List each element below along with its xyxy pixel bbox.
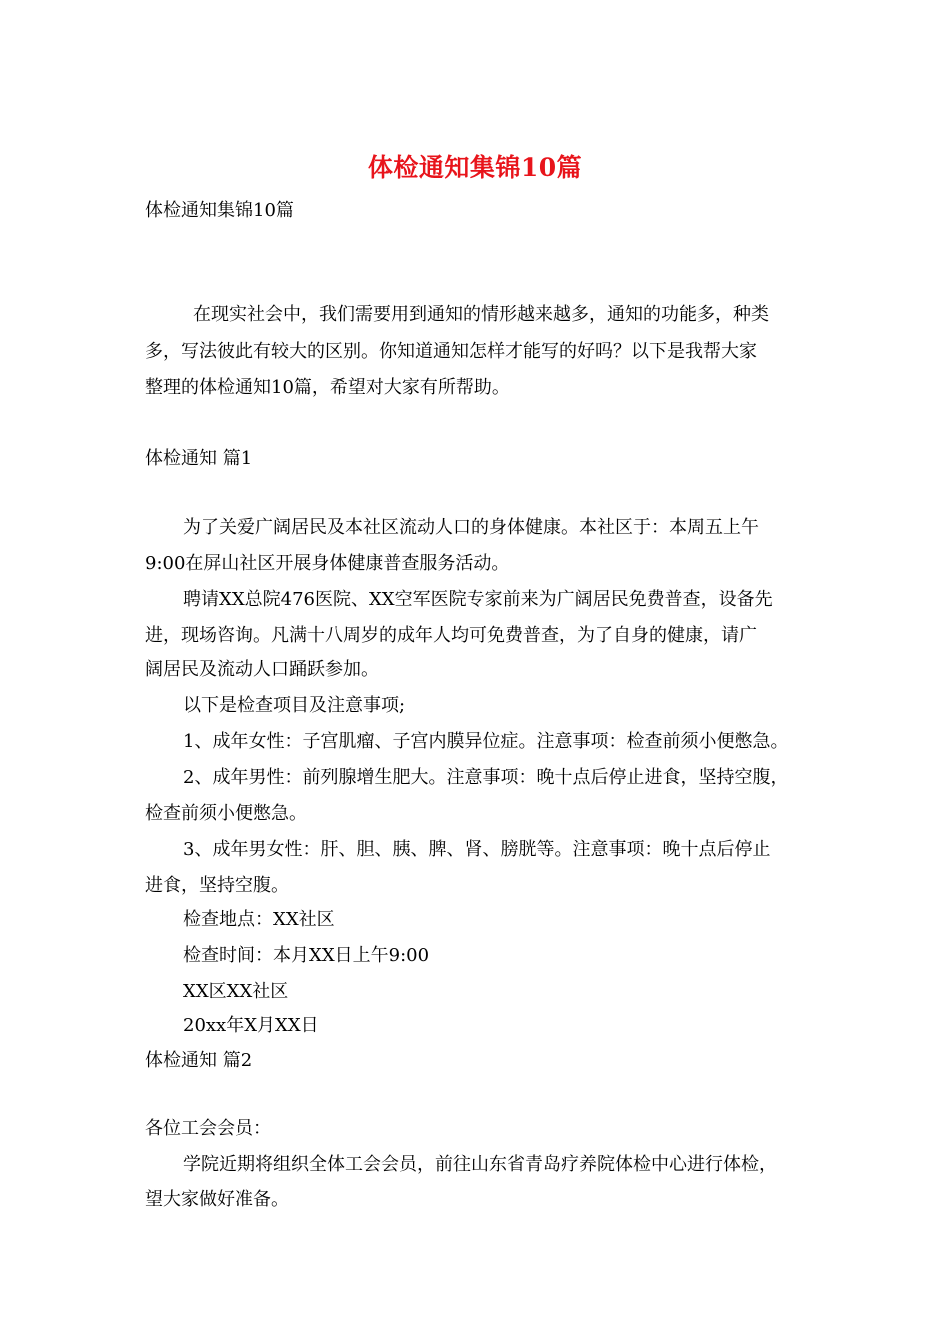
list-item: 3、成年男女性：肝、胆、胰、脾、肾、膀胱等。注意事项：晚十点后停止 xyxy=(183,839,771,860)
document-title: 体检通知集锦10篇 xyxy=(367,153,583,182)
paragraph-line: 聘请XX总院476医院、XX空军医院专家前来为广阔居民免费普查，设备先 xyxy=(183,589,773,610)
list-item: 2、成年男性：前列腺增生肥大。注意事项：晚十点后停止进食，坚持空腹， xyxy=(183,767,789,788)
paragraph-line: 学院近期将组织全体工会会员，前往山东省青岛疗养院体检中心进行体检， xyxy=(183,1154,777,1175)
paragraph-line: 进，现场咨询。凡满十八周岁的成年人均可免费普查，为了自身的健康，请广 xyxy=(145,625,757,646)
section-heading: 体检通知 篇1 xyxy=(145,448,253,469)
intro-line: 多，写法彼此有较大的区别。你知道通知怎样才能写的好吗？以下是我帮大家 xyxy=(145,341,757,362)
paragraph-line: 检查前须小便憋急。 xyxy=(145,803,307,824)
exam-time: 检查时间：本月XX日上午9:00 xyxy=(183,945,430,966)
intro-line: 整理的体检通知10篇，希望对大家有所帮助。 xyxy=(145,377,510,398)
salutation: 各位工会会员： xyxy=(145,1118,271,1139)
list-item: 1、成年女性：子宫肌瘤、子宫内膜异位症。注意事项：检查前须小便憋急。 xyxy=(183,731,789,752)
document-subtitle: 体检通知集锦10篇 xyxy=(145,200,294,221)
paragraph-line: 为了关爱广阔居民及本社区流动人口的身体健康。本社区于：本周五上午 xyxy=(183,517,759,538)
section-heading: 体检通知 篇2 xyxy=(145,1050,253,1071)
exam-location: 检查地点：XX社区 xyxy=(183,909,335,930)
paragraph-line: 以下是检查项目及注意事项; xyxy=(183,695,406,716)
paragraph-line: 望大家做好准备。 xyxy=(145,1189,289,1210)
paragraph-line: 阔居民及流动人口踊跃参加。 xyxy=(145,659,379,680)
signature-date: 20xx年X月XX日 xyxy=(183,1015,319,1036)
signature-org: XX区XX社区 xyxy=(183,981,289,1002)
paragraph-line: 9:00在屏山社区开展身体健康普查服务活动。 xyxy=(145,553,510,574)
intro-line: 在现实社会中，我们需要用到通知的情形越来越多，通知的功能多，种类 xyxy=(193,304,769,325)
paragraph-line: 进食，坚持空腹。 xyxy=(145,875,289,896)
